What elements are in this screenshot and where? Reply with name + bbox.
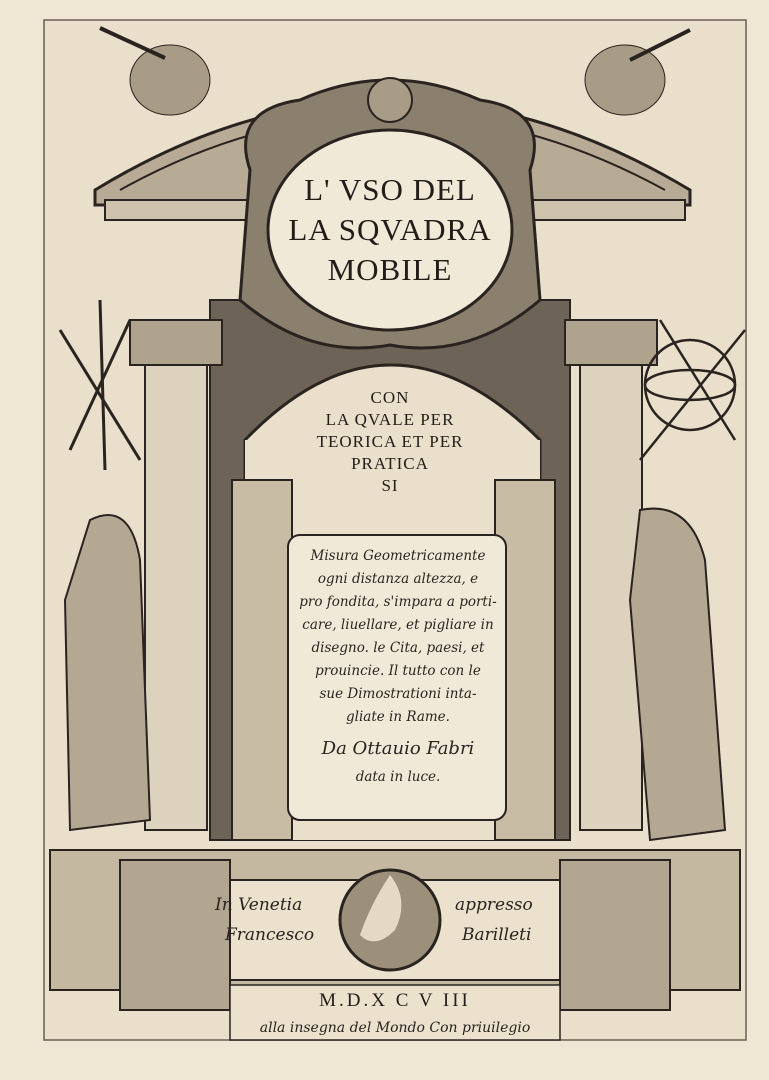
subtitle-line-4: PRATICA <box>351 454 429 473</box>
tablet-author-note: data in luce. <box>355 769 441 785</box>
column-left <box>145 360 207 830</box>
tablet-line-7: sue Dimostrationi inta- <box>319 686 477 702</box>
tablet-line-4: care, liuellare, et pigliare in <box>302 617 494 633</box>
imprint-right-2: Barilleti <box>462 925 532 945</box>
imprint-left-2: Francesco <box>225 925 315 945</box>
tablet-line-6: prouincie. Il tutto con le <box>315 663 481 679</box>
imprint-privilege: alla insegna del Mondo Con priuilegio <box>259 1020 531 1036</box>
pilaster-left <box>232 480 292 840</box>
cherub-right <box>585 45 665 115</box>
imprint-right-1: appresso <box>455 895 533 915</box>
imprint-left-1: In Venetia <box>215 895 303 915</box>
tablet-author: Da Ottauio Fabri <box>321 738 475 759</box>
title-line-3: MOBILE <box>327 252 453 287</box>
subtitle-line-1: CON <box>370 388 410 407</box>
subtitle-line-3: TEORICA ET PER <box>316 432 464 451</box>
tablet-line-5: disegno. le Cita, paesi, et <box>311 640 485 656</box>
capital-left <box>130 320 222 365</box>
imprint-year: M.D.X C V III <box>319 990 471 1011</box>
subtitle-line-5: SI <box>381 476 399 495</box>
tablet-line-1: Misura Geometricamente <box>310 548 486 564</box>
allegorical-figure-left <box>65 515 150 830</box>
title-line-1: L' VSO DEL <box>304 172 476 207</box>
cherub-left <box>130 45 210 115</box>
mask-ornament <box>368 78 412 122</box>
tablet-line-2: ogni distanza altezza, e <box>317 571 479 587</box>
tablet-line-8: gliate in Rame. <box>346 709 450 725</box>
capital-right <box>565 320 657 365</box>
subtitle-line-2: LA QVALE PER <box>325 410 455 429</box>
title-line-2: LA SQVADRA <box>288 212 492 247</box>
tablet-line-3: pro fondita, s'impara a porti- <box>299 594 497 610</box>
